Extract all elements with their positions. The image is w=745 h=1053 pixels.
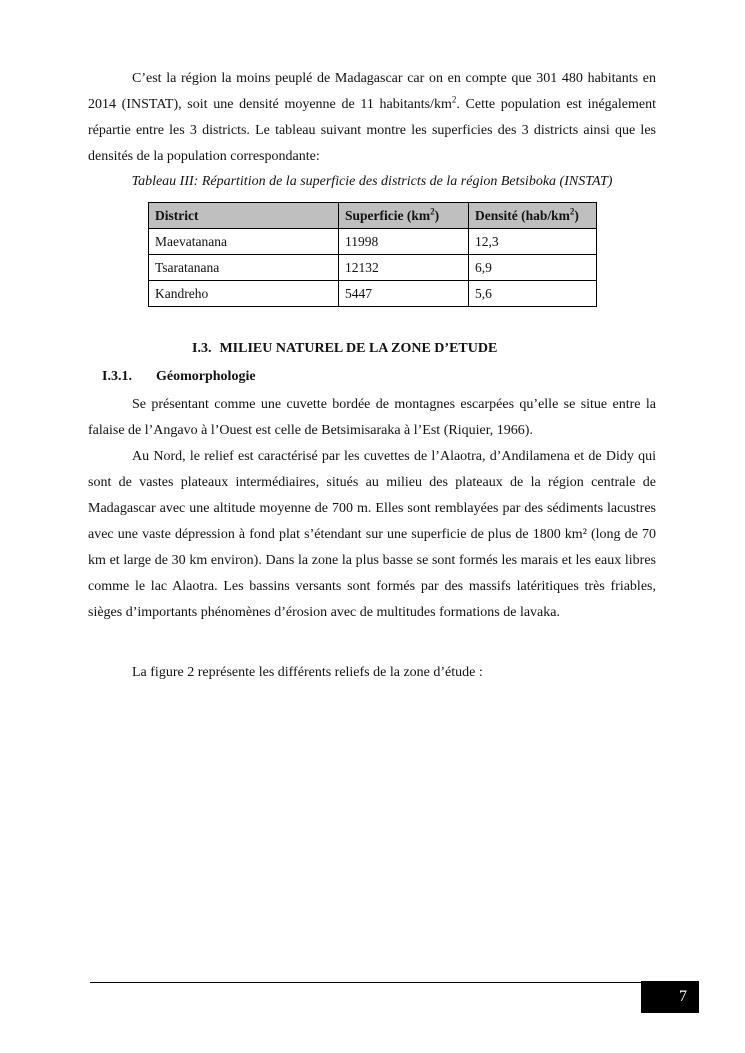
cell-densite: 12,3 bbox=[469, 229, 597, 255]
paragraph-2: Au Nord, le relief est caractérisé par les cuvettes de l’Alaotra, d’Andilamena et de Didy qui sont de vastes plateaux intermédiaires, situés au milieu des plateaux de la région centrale de Madagascar avec une altitude moyenne de 700 m. Elles sont remblayées par des sédiments lacustres avec une vaste dépression à fond plat s’étendant sur une superficie de plus de 1800 km² (long de 70 km et large de 30 km environ). Dans la zone la plus basse se sont formés les marais et les eaux libres comme le lac Alaotra. Les bassins versants sont formés par des massifs latéritiques très friables, sièges d’importants phénomènes d’érosion avec de multitudes formations de lavaka. bbox=[88, 449, 656, 620]
district-table bbox=[148, 202, 597, 307]
subsection-number: I.3.1. bbox=[102, 369, 132, 384]
page-number: 7 bbox=[641, 981, 699, 1013]
table-row bbox=[149, 255, 597, 281]
section-number: I.3. bbox=[192, 341, 212, 356]
section-title: MILIEU NATUREL DE LA ZONE D’ETUDE bbox=[219, 341, 498, 356]
intro-superscript: 2 bbox=[451, 94, 457, 105]
cell-district: Kandreho bbox=[149, 281, 339, 307]
table-row bbox=[149, 229, 597, 255]
paragraph-1: Se présentant comme une cuvette bordée de montagnes escarpées qu’elle se situe entre la falaise de l’Angavo à l’Ouest est celle de Betsimisaraka à l’Est (Riquier, 1966). bbox=[88, 397, 656, 438]
table-row bbox=[149, 281, 597, 307]
cell-superficie: 12132 bbox=[339, 255, 469, 281]
table-header-row bbox=[149, 203, 597, 229]
table-caption: Tableau III: Répartition de la superficie des districts de la région Betsiboka (INSTAT) bbox=[131, 174, 613, 189]
header-district: District bbox=[149, 203, 339, 229]
cell-densite: 6,9 bbox=[469, 255, 597, 281]
cell-district: Tsaratanana bbox=[149, 255, 339, 281]
header-superficie: Superficie $(km^2)$ bbox=[339, 203, 469, 229]
subsection-heading bbox=[102, 369, 256, 385]
subsection-title: Géomorphologie bbox=[156, 369, 256, 384]
header-densite: Densité $(hab/km^2)$ bbox=[469, 203, 597, 229]
cell-superficie: 5447 bbox=[339, 281, 469, 307]
cell-densite: 5,6 bbox=[469, 281, 597, 307]
intro-paragraph bbox=[88, 66, 656, 170]
intro-text-part2: . Cette population est inégalement répartie entre les 3 districts. Le tableau suivant montre les superficies des 3 districts ainsi que les densités de la population correspondante: bbox=[88, 97, 656, 164]
cell-superficie: 11998 bbox=[339, 229, 469, 255]
paragraph-3: La figure 2 représente les différents reliefs de la zone d’étude : bbox=[132, 665, 483, 680]
section-heading bbox=[192, 341, 497, 357]
cell-district: Maevatanana bbox=[149, 229, 339, 255]
footer-divider bbox=[90, 982, 642, 983]
intro-text-part1: C’est la région la moins peuplé de Madagascar car on en compte que 301 480 habitants en 2014 (INSTAT), soit une densité moyenne de 11 habitants/km bbox=[88, 71, 656, 112]
